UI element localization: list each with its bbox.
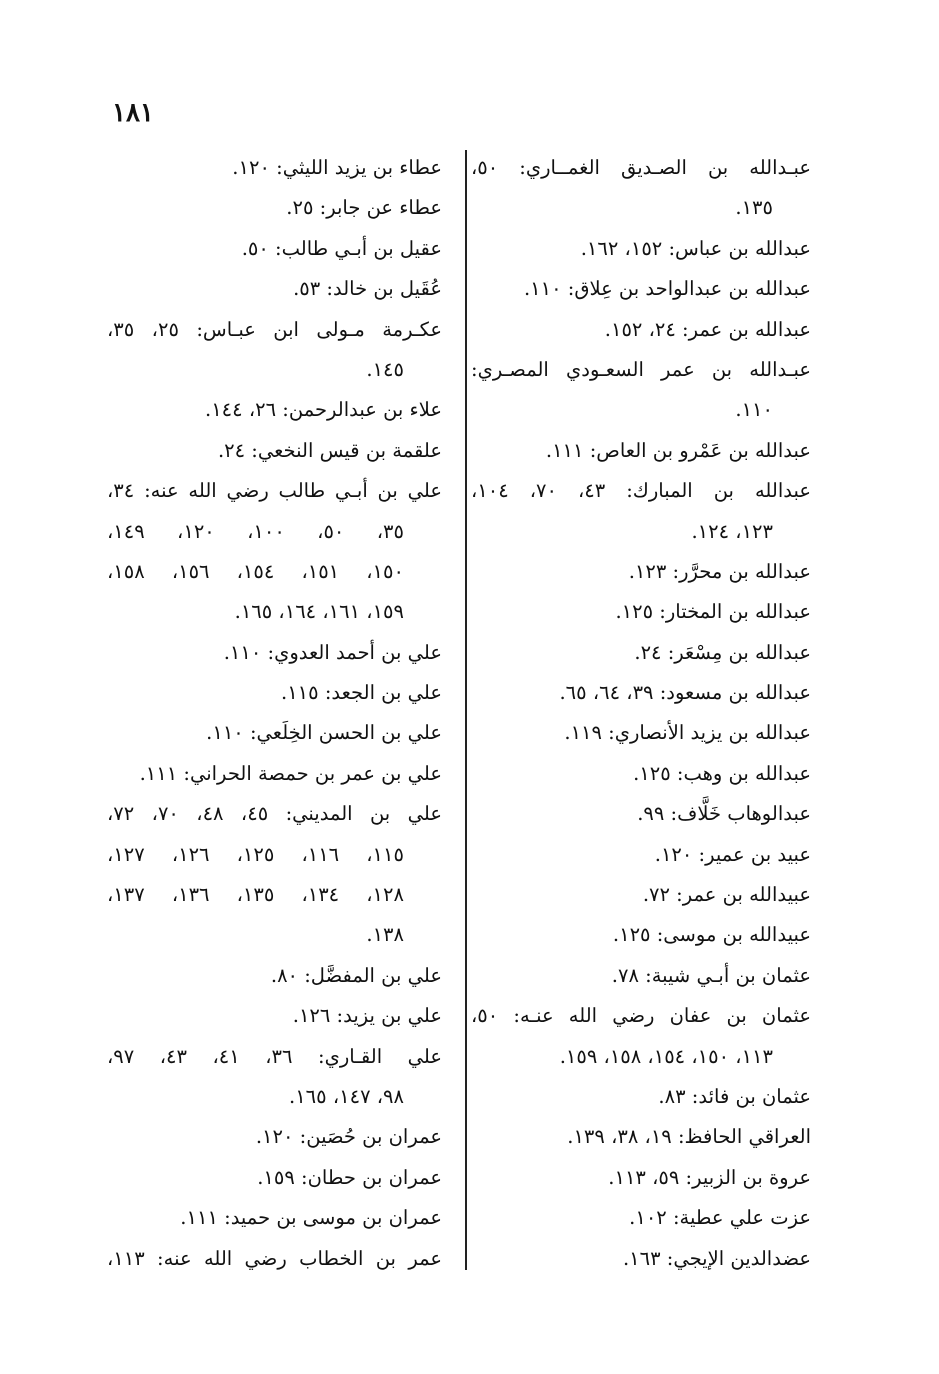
index-entry-continuation: ١٢٣، ١٢٤. <box>691 519 773 543</box>
index-column-right <box>471 148 811 1279</box>
index-entry: عبدالله بن محرَّر: ١٢٣. <box>628 559 811 583</box>
index-entry: عبدالله بن مِسْعَر: ٢٤. <box>634 640 811 664</box>
index-entry-continuation: ٣٥، ٥٠، ١٠٠، ١٢٠، ١٤٩، <box>107 519 404 543</box>
index-entry: عقيل بن أبـي طالب: ٥٠. <box>241 236 442 260</box>
index-entry: عبدالله بن المختار: ١٢٥. <box>615 600 811 624</box>
index-entry: علاء بن عبدالرحمن: ٢٦، ١٤٤. <box>205 398 442 422</box>
index-entry: علي بن المديني: ٤٥، ٤٨، ٧٠، ٧٢، <box>107 802 442 826</box>
index-entry-continuation: ١١٥، ١١٦، ١٢٥، ١٢٦، ١٢٧، <box>107 842 404 866</box>
index-entry: عمران بن حطان: ١٥٩. <box>257 1165 442 1189</box>
index-entry: عثمان بن أبـي شيبة: ٧٨. <box>611 963 811 987</box>
index-entry: عبدالله بن مسعود: ٣٩، ٦٤، ٦٥. <box>559 681 811 705</box>
index-entry: عضدالدين الإيجي: ١٦٣. <box>622 1246 811 1270</box>
index-entry-continuation: ٩٨، ١٤٧، ١٦٥. <box>289 1084 404 1108</box>
index-entry: عبدالله بن يزيد الأنصاري: ١١٩. <box>564 721 811 745</box>
column-divider <box>465 150 467 1270</box>
index-entry: علي القـاري: ٣٦، ٤١، ٤٣، ٩٧، <box>107 1044 442 1068</box>
index-entry: علي بن عمر بن حمصة الحراني: ١١١. <box>139 761 442 785</box>
index-entry-continuation: ١٥٩، ١٦١، ١٦٤، ١٦٥. <box>234 600 404 624</box>
index-entry: عزت علي عطية: ١٠٢. <box>629 1206 811 1230</box>
index-entry: علي بن يزيد: ١٢٦. <box>292 1004 442 1028</box>
index-entry: عطاء عن جابر: ٢٥. <box>286 196 442 220</box>
index-entry: علي بن المفضَّل: ٨٠. <box>270 963 442 987</box>
index-entry-continuation: ١٣٥. <box>735 196 773 220</box>
page-number: ١٨١ <box>112 98 154 128</box>
index-entry: عُقَيل بن خالد: ٥٣. <box>293 277 442 301</box>
index-entry: عمر بن الخطاب رضي الله عنه: ١١٣، <box>107 1246 442 1270</box>
index-column-left <box>107 148 442 1279</box>
index-entry-continuation: ١٤٥. <box>366 357 404 381</box>
index-entry: عبدالله بن المبارك: ٤٣، ٧٠، ١٠٤، <box>471 479 811 503</box>
index-entry: علي بن الجعد: ١١٥. <box>281 681 442 705</box>
index-entry: علقمة بن قيس النخعي: ٢٤. <box>217 438 442 462</box>
index-entry: عطاء بن يزيد الليثي: ١٢٠. <box>232 156 442 179</box>
index-entry-continuation: ١١٠. <box>735 398 773 422</box>
index-entry-continuation: ١٣٨. <box>366 923 404 947</box>
index-entry: عبدالله بن وهب: ١٢٥. <box>633 761 811 785</box>
index-entry: عمران بن موسى بن حميد: ١١١. <box>180 1206 442 1230</box>
index-entry: عبيدالله بن موسى: ١٢٥. <box>612 923 811 947</box>
index-entry: عبـدالله بن الصـديق الغمــاري: ٥٠، <box>471 156 811 179</box>
index-entry: عبدالله بن عمر: ٢٤، ١٥٢. <box>604 317 811 341</box>
index-entry: عبـدالله بن عمر السعـودي المصـري: <box>471 357 811 381</box>
index-entry: عمران بن حُصَين: ١٢٠. <box>255 1125 442 1149</box>
index-entry: عثمان بن عفان رضي الله عنـه: ٥٠، <box>471 1004 811 1028</box>
index-entry: عبدالله بن عبدالواحد بن عِلاق: ١١٠. <box>523 277 811 301</box>
index-entry: علي بن أحمد العدوي: ١١٠. <box>223 640 442 664</box>
index-entry: عبدالله بن عَمْرو بن العاص: ١١١. <box>545 438 811 462</box>
index-entry: عبيد بن عمير: ١٢٠. <box>654 842 811 866</box>
index-entry: العراقي الحافظ: ١٩، ٣٨، ١٣٩. <box>567 1125 811 1149</box>
index-entry-continuation: ١١٣، ١٥٠، ١٥٤، ١٥٨، ١٥٩. <box>559 1044 773 1068</box>
index-entry-continuation: ١٥٠، ١٥١، ١٥٤، ١٥٦، ١٥٨، <box>107 559 404 583</box>
index-entry: عبدالوهاب خَلَّاف: ٩٩. <box>637 802 811 826</box>
index-entry: علي بن أبـي طالب رضي الله عنه: ٣٤، <box>107 479 442 503</box>
index-entry-continuation: ١٢٨، ١٣٤، ١٣٥، ١٣٦، ١٣٧، <box>107 883 404 907</box>
index-entry: عثمان بن فائد: ٨٣. <box>658 1084 811 1108</box>
index-entry: عبيدالله بن عمر: ٧٢. <box>642 883 811 907</box>
index-entry: علي بن الحسن الخِلَعي: ١١٠. <box>206 721 442 745</box>
index-entry: عبدالله بن عباس: ١٥٢، ١٦٢. <box>580 236 811 260</box>
index-entry: عروة بن الزبير: ٥٩، ١١٣. <box>608 1165 811 1189</box>
index-entry: عكـرمة مـولى ابن عبـاس: ٢٥، ٣٥، <box>107 317 443 341</box>
